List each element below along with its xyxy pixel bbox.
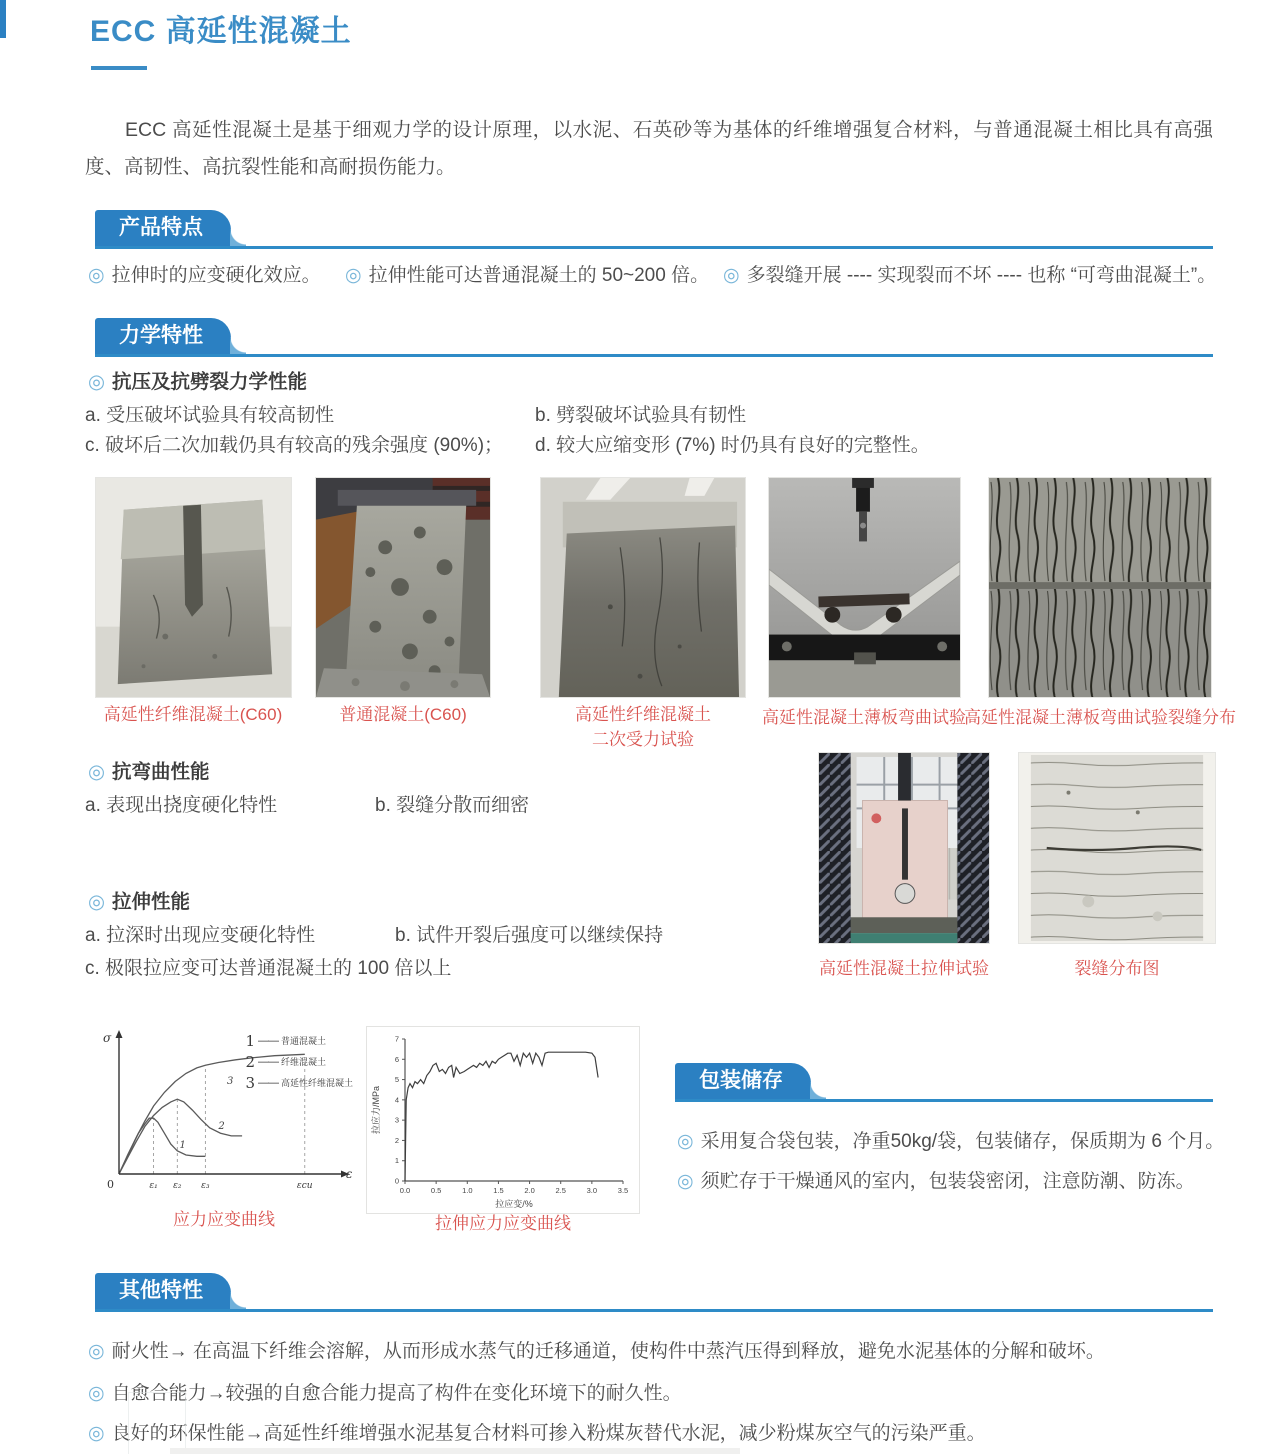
subsection-title-tensile bbox=[88, 886, 190, 914]
bullseye-icon: ◎ bbox=[723, 265, 740, 286]
chart-caption bbox=[366, 1211, 640, 1236]
photo-ecc-cube-compression bbox=[95, 477, 292, 698]
svg-text:拉应力/MPa: 拉应力/MPa bbox=[371, 1085, 381, 1135]
caption-text: 高延性混凝土薄板弯曲试验 bbox=[762, 708, 966, 727]
other-bullet bbox=[88, 1378, 1218, 1405]
legend-key: 1 bbox=[245, 1031, 255, 1050]
svg-text:2.0: 2.0 bbox=[524, 1186, 535, 1195]
feature-bullet bbox=[723, 260, 1216, 287]
other-bullet bbox=[88, 1418, 1218, 1445]
svg-text:6: 6 bbox=[394, 1054, 399, 1064]
svg-text:ε₂: ε₂ bbox=[173, 1181, 182, 1191]
section-rule bbox=[95, 1309, 1213, 1312]
tensile-curve-chart bbox=[366, 1026, 640, 1214]
subsection-title-text: 拉伸性能 bbox=[112, 891, 191, 913]
svg-text:3.5: 3.5 bbox=[617, 1186, 629, 1195]
photo-caption bbox=[952, 705, 1248, 730]
feature-item: b. 劈裂破坏试验具有韧性 bbox=[535, 405, 747, 426]
svg-text:1.0: 1.0 bbox=[462, 1186, 473, 1195]
section-rule bbox=[95, 246, 1213, 249]
svg-text:7: 7 bbox=[394, 1034, 399, 1044]
feature-bullet bbox=[345, 260, 709, 287]
photo-plate-bending-test bbox=[768, 477, 961, 698]
photo-caption bbox=[553, 702, 733, 752]
chart-caption bbox=[95, 1207, 353, 1232]
feature-item: a. 表现出挠度硬化特性 bbox=[85, 795, 278, 816]
page-title: ECC 高延性混凝土 bbox=[90, 15, 352, 48]
legend-label: 纤维混凝土 bbox=[280, 1057, 326, 1067]
subsection-title-text: 抗弯曲性能 bbox=[112, 761, 210, 783]
caption-text: 应力应变曲线 bbox=[173, 1210, 275, 1229]
feature-item: c. 极限拉应变可达普通混凝土的 100 倍以上 bbox=[85, 958, 452, 979]
feature-item: a. 受压破坏试验具有较高韧性 bbox=[85, 405, 335, 426]
bullseye-icon: ◎ bbox=[88, 1383, 105, 1404]
bullseye-icon: ◎ bbox=[345, 265, 362, 286]
legend-row bbox=[245, 1072, 353, 1093]
svg-text:ε₁: ε₁ bbox=[149, 1181, 158, 1191]
svg-text:0.0: 0.0 bbox=[399, 1186, 411, 1195]
svg-text:0.5: 0.5 bbox=[430, 1186, 442, 1195]
feature-item: d. 较大应缩变形 (7%) 时仍具有良好的完整性。 bbox=[535, 435, 930, 456]
subsection-title-text: 抗压及抗劈裂力学性能 bbox=[112, 371, 308, 393]
legend-dash: —— bbox=[257, 1076, 278, 1089]
section-tab-mechanical: 力学特性 bbox=[95, 318, 231, 354]
svg-text:2: 2 bbox=[394, 1135, 399, 1145]
caption-text: 高延性纤维混凝土 bbox=[575, 705, 711, 724]
svg-text:3: 3 bbox=[227, 1076, 234, 1088]
caption-text: 高延性混凝土拉伸试验 bbox=[819, 959, 989, 978]
feature-item: b. 裂缝分散而细密 bbox=[375, 795, 530, 816]
corner-accent bbox=[0, 0, 6, 38]
bullseye-icon: ◎ bbox=[88, 371, 106, 393]
title-underline bbox=[91, 66, 147, 70]
bullseye-icon: ◎ bbox=[88, 1341, 105, 1362]
bottom-strip bbox=[170, 1448, 740, 1454]
other-bullet bbox=[88, 1336, 1218, 1363]
chart-legend bbox=[245, 1030, 353, 1093]
photo-caption bbox=[75, 702, 311, 727]
svg-text:5: 5 bbox=[394, 1075, 399, 1085]
svg-text:1: 1 bbox=[179, 1140, 186, 1152]
caption-text: 普通混凝土(C60) bbox=[339, 705, 467, 724]
svg-text:3.0: 3.0 bbox=[586, 1186, 598, 1195]
svg-text:2.5: 2.5 bbox=[555, 1186, 566, 1195]
legend-row bbox=[245, 1051, 353, 1072]
legend-row bbox=[245, 1030, 353, 1051]
legend-label: 普通混凝土 bbox=[280, 1036, 326, 1046]
legend-key: 3 bbox=[245, 1073, 255, 1092]
feature-item: c. 破坏后二次加载仍具有较高的残余强度 (90%)； bbox=[85, 435, 504, 456]
bullet-text: 耐火性→ 在高温下纤维会溶解，从而形成水蒸气的迁移通道，使构件中蒸汽压得到释放，避免水泥基体的分解和破坏。 bbox=[111, 1341, 1105, 1362]
bullet-text: 采用复合袋包装，净重50kg/袋，包装储存，保质期为 6 个月。 bbox=[700, 1131, 1225, 1152]
bullet-text: 拉伸性能可达普通混凝土的 50~200 倍。 bbox=[368, 265, 710, 286]
svg-text:0: 0 bbox=[107, 1178, 114, 1191]
section-rule bbox=[95, 354, 1213, 357]
svg-text:εcu: εcu bbox=[296, 1181, 313, 1191]
legend-dash: —— bbox=[257, 1034, 278, 1047]
svg-text:拉应变/%: 拉应变/% bbox=[495, 1199, 533, 1209]
bullseye-icon: ◎ bbox=[88, 761, 106, 783]
photo-caption bbox=[1018, 956, 1216, 981]
svg-text:ε₃: ε₃ bbox=[201, 1181, 210, 1191]
svg-text:σ: σ bbox=[103, 1031, 112, 1045]
bullet-text: 须贮存于干燥通风的室内，包装袋密闭，注意防潮、防冻。 bbox=[700, 1171, 1195, 1192]
photo-normal-concrete-crushed bbox=[315, 477, 491, 698]
section-tab-other: 其他特性 bbox=[95, 1273, 231, 1309]
bullseye-icon: ◎ bbox=[677, 1131, 694, 1152]
svg-text:ε: ε bbox=[346, 1167, 353, 1181]
faint-watermark bbox=[128, 1392, 186, 1454]
section-rule bbox=[675, 1099, 1213, 1102]
legend-label: 高延性纤维混凝土 bbox=[280, 1078, 353, 1088]
svg-text:0: 0 bbox=[394, 1176, 399, 1186]
caption-text: 裂缝分布图 bbox=[1074, 959, 1160, 978]
packaging-bullet bbox=[677, 1126, 1224, 1153]
bullet-text: 良好的环保性能→高延性纤维增强水泥基复合材料可掺入粉煤灰替代水泥，减少粉煤灰空气的污染严重。 bbox=[111, 1423, 986, 1444]
svg-text:4: 4 bbox=[394, 1095, 399, 1105]
photo-caption bbox=[790, 956, 1018, 981]
svg-text:2: 2 bbox=[218, 1121, 225, 1133]
photo-tensile-test-machine bbox=[818, 752, 990, 944]
feature-bullet bbox=[88, 260, 321, 287]
caption-text: 拉伸应力应变曲线 bbox=[435, 1214, 571, 1233]
packaging-bullet bbox=[677, 1166, 1195, 1193]
svg-text:1: 1 bbox=[394, 1156, 399, 1166]
caption-text: 二次受力试验 bbox=[592, 730, 694, 749]
bullet-text: 多裂缝开展 ---- 实现裂而不坏 ---- 也称 “可弯曲混凝土”。 bbox=[746, 265, 1217, 286]
legend-key: 2 bbox=[245, 1052, 255, 1071]
caption-text: 高延性混凝土薄板弯曲试验裂缝分布 bbox=[964, 708, 1236, 727]
tensile-curve-chart-svg bbox=[367, 1027, 639, 1213]
section-tab-packaging: 包装储存 bbox=[675, 1063, 811, 1099]
subsection-title-compressive bbox=[88, 366, 307, 394]
feature-item: b. 试件开裂后强度可以继续保持 bbox=[395, 925, 664, 946]
subsection-title-bending bbox=[88, 756, 210, 784]
svg-text:1.5: 1.5 bbox=[493, 1186, 504, 1195]
stress-strain-diagram bbox=[95, 1028, 353, 1200]
legend-dash: —— bbox=[257, 1055, 278, 1068]
caption-text: 高延性纤维混凝土(C60) bbox=[103, 705, 283, 724]
feature-item: a. 拉深时出现应变硬化特性 bbox=[85, 925, 316, 946]
photo-ecc-secondary-loading bbox=[540, 477, 746, 698]
bullseye-icon: ◎ bbox=[88, 265, 105, 286]
bullseye-icon: ◎ bbox=[88, 891, 106, 913]
bullseye-icon: ◎ bbox=[88, 1423, 105, 1444]
photo-bending-crack-distribution bbox=[988, 477, 1212, 698]
intro-paragraph: ECC 高延性混凝土是基于细观力学的设计原理，以水泥、石英砂等为基体的纤维增强复合材料，与普通混凝土相比具有高强度、高韧性、高抗裂性能和高耐损伤能力。 bbox=[85, 119, 1213, 178]
photo-crack-map bbox=[1018, 752, 1216, 944]
bullet-text: 拉伸时的应变硬化效应。 bbox=[111, 265, 321, 286]
bullseye-icon: ◎ bbox=[677, 1171, 694, 1192]
section-tab-product-features: 产品特点 bbox=[95, 210, 231, 246]
svg-text:3: 3 bbox=[394, 1115, 399, 1125]
bullet-text: 自愈合能力→较强的自愈合能力提高了构件在变化环境下的耐久性。 bbox=[111, 1383, 682, 1404]
photo-caption bbox=[295, 702, 511, 727]
